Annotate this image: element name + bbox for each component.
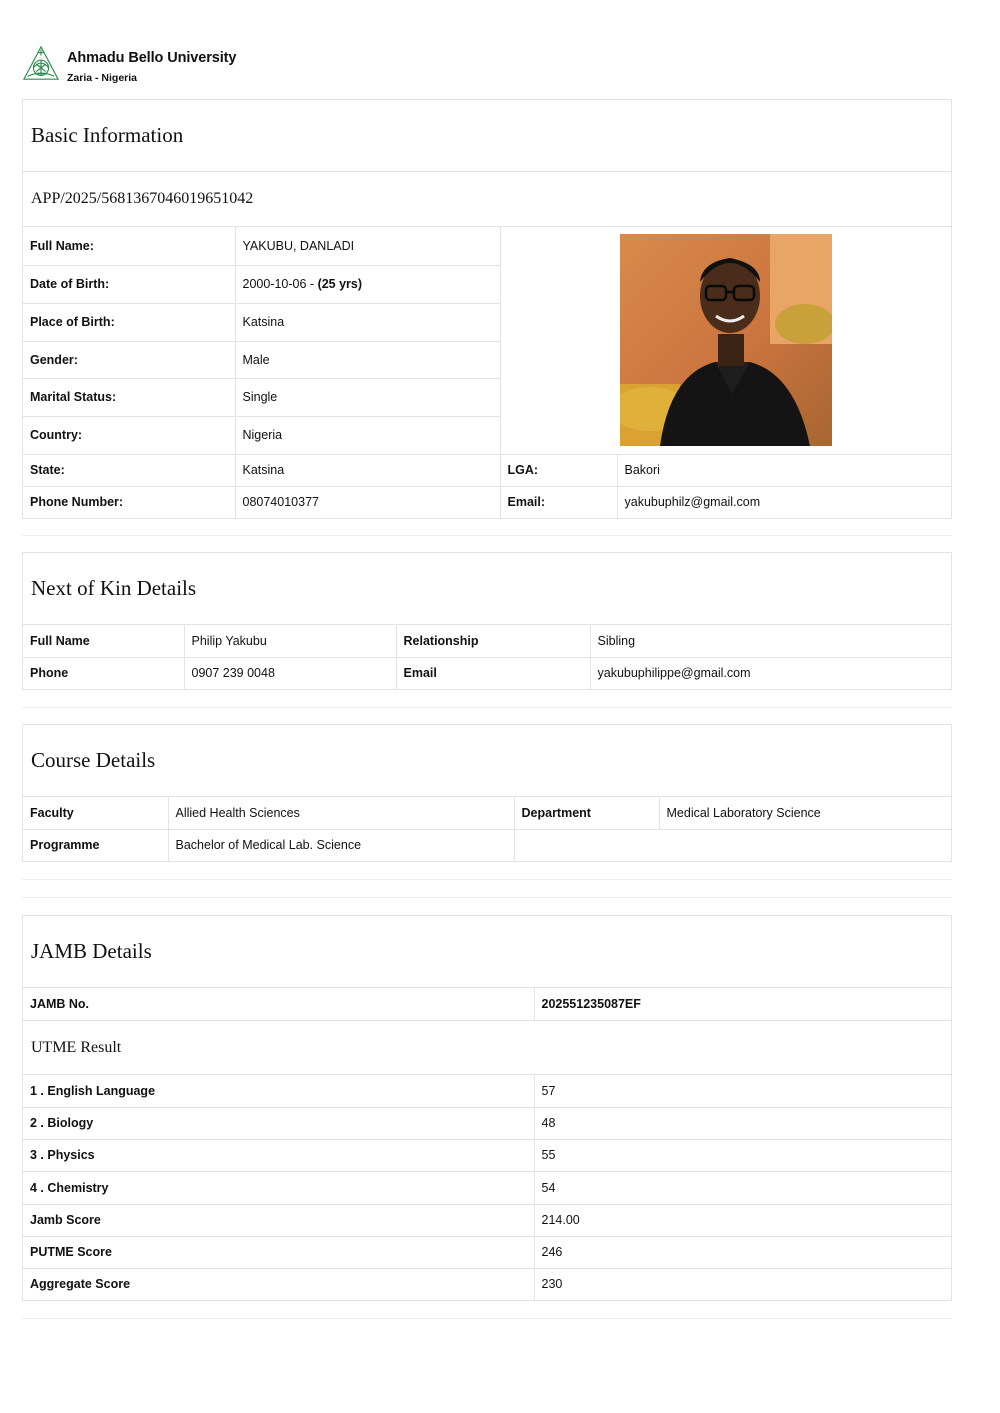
- pob-label: Place of Birth:: [23, 303, 235, 341]
- phone-label: Phone Number:: [23, 486, 235, 518]
- state-value: Katsina: [235, 454, 500, 486]
- kin-name-label: Full Name: [23, 625, 184, 657]
- section-title: Course Details: [23, 725, 951, 797]
- gender-value: Male: [235, 341, 500, 378]
- gender-label: Gender:: [23, 341, 235, 378]
- divider: [22, 1318, 952, 1319]
- section-title: JAMB Details: [23, 916, 951, 988]
- table-row: [23, 1139, 951, 1171]
- application-number: APP/2025/5681367046019651042: [23, 172, 951, 227]
- aggregate-score-value: 230: [534, 1268, 951, 1300]
- jamb-no-table: [23, 988, 951, 1020]
- lga-label: LGA:: [500, 454, 617, 486]
- applicant-photo: [620, 234, 832, 446]
- basic-info-table: [23, 227, 951, 518]
- next-of-kin-section: [22, 552, 952, 690]
- jamb-details-section: [22, 915, 952, 1301]
- table-row: [23, 1204, 951, 1236]
- university-logo-icon: [22, 45, 60, 83]
- kin-email-value: yakubuphilippe@gmail.com: [590, 657, 951, 689]
- department-value: Medical Laboratory Science: [659, 797, 951, 829]
- aggregate-score-label: Aggregate Score: [23, 1268, 534, 1300]
- country-value: Nigeria: [235, 416, 500, 454]
- basic-information-section: [22, 99, 952, 519]
- subject-score: 55: [534, 1139, 951, 1171]
- jamb-score-value: 214.00: [534, 1204, 951, 1236]
- pob-value: Katsina: [235, 303, 500, 341]
- page-header: [22, 44, 236, 88]
- marital-status-label: Marital Status:: [23, 378, 235, 416]
- course-details-section: [22, 724, 952, 862]
- table-row: [23, 1075, 951, 1107]
- divider: [22, 897, 952, 898]
- kin-table: [23, 625, 951, 689]
- state-label: State:: [23, 454, 235, 486]
- kin-relationship-label: Relationship: [396, 625, 590, 657]
- age-value: (25 yrs): [317, 277, 363, 291]
- faculty-label: Faculty: [23, 797, 168, 829]
- jamb-no-value: 202551235087EF: [534, 988, 951, 1020]
- utme-result-table: [23, 1075, 951, 1300]
- dob-label: Date of Birth:: [23, 265, 235, 303]
- email-value: yakubuphilz@gmail.com: [617, 486, 951, 518]
- table-row: [23, 1107, 951, 1139]
- jamb-score-label: Jamb Score: [23, 1204, 534, 1236]
- table-row: [23, 1171, 951, 1204]
- divider: [22, 707, 952, 708]
- table-row: [23, 1268, 951, 1300]
- kin-phone-label: Phone: [23, 657, 184, 689]
- subject-label: 3 . Physics: [23, 1139, 534, 1171]
- full-name-label: Full Name:: [23, 227, 235, 265]
- dob-date: 2000-10-06 -: [242, 277, 318, 291]
- dob-value: [235, 265, 500, 303]
- university-name: Ahmadu Bello University: [67, 50, 237, 66]
- kin-name-value: Philip Yakubu: [184, 625, 396, 657]
- email-label: Email:: [500, 486, 617, 518]
- university-location: Zaria - Nigeria: [67, 72, 138, 84]
- country-label: Country:: [23, 416, 235, 454]
- course-table: [23, 797, 951, 861]
- subject-score: 57: [534, 1075, 951, 1107]
- photo-cell: [500, 227, 951, 454]
- utme-result-title: UTME Result: [23, 1020, 951, 1075]
- department-label: Department: [514, 797, 659, 829]
- full-name-value: YAKUBU, DANLADI: [235, 227, 500, 265]
- programme-label: Programme: [23, 829, 168, 861]
- table-row: [23, 1236, 951, 1268]
- subject-score: 54: [534, 1171, 951, 1204]
- kin-email-label: Email: [396, 657, 590, 689]
- section-title: Next of Kin Details: [23, 553, 951, 625]
- putme-score-value: 246: [534, 1236, 951, 1268]
- marital-status-value: Single: [235, 378, 500, 416]
- kin-phone-value: 0907 239 0048: [184, 657, 396, 689]
- empty-cell: [514, 829, 951, 861]
- divider: [22, 879, 952, 880]
- faculty-value: Allied Health Sciences: [168, 797, 514, 829]
- divider: [22, 535, 952, 536]
- section-title: Basic Information: [23, 100, 951, 172]
- programme-value: Bachelor of Medical Lab. Science: [168, 829, 514, 861]
- lga-value: Bakori: [617, 454, 951, 486]
- kin-relationship-value: Sibling: [590, 625, 951, 657]
- subject-label: 1 . English Language: [23, 1075, 534, 1107]
- subject-score: 48: [534, 1107, 951, 1139]
- putme-score-label: PUTME Score: [23, 1236, 534, 1268]
- subject-label: 2 . Biology: [23, 1107, 534, 1139]
- subject-label: 4 . Chemistry: [23, 1171, 534, 1204]
- jamb-no-label: JAMB No.: [23, 988, 534, 1020]
- phone-value: 08074010377: [235, 486, 500, 518]
